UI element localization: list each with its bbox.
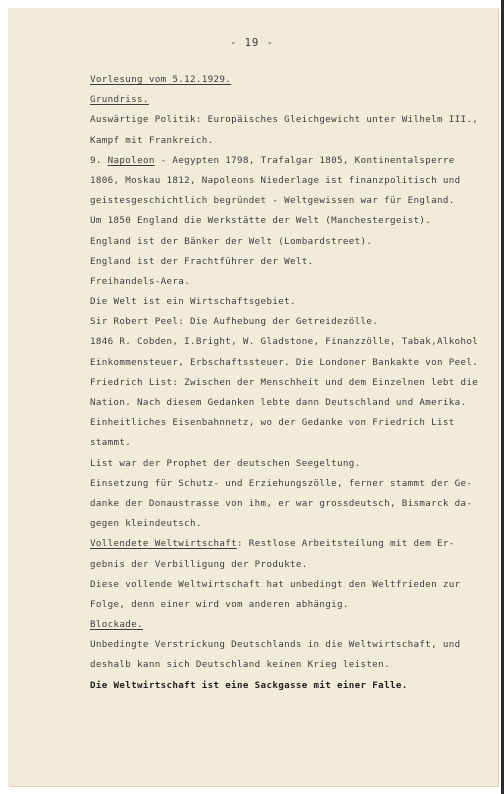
text-segment: : Restlose Arbeitsteilung mit dem Er- <box>237 538 455 550</box>
section-heading: Blockade. <box>90 619 143 631</box>
text-line: 1806, Moskau 1812, Napoleons Niederlage ist finanzpolitisch und <box>90 174 461 186</box>
text-line: List war der Prophet der deutschen Seegeltung. <box>90 457 361 469</box>
text-line: Friedrich List: Zwischen der Menschheit und dem Einzelnen lebt die <box>90 376 479 388</box>
underlined-term: Vollendete Weltwirtschaft <box>90 538 238 550</box>
page-number: - 19 - <box>230 37 274 49</box>
section-heading: Grundriss. <box>90 94 149 106</box>
text-line: Unbedingte Verstrickung Deutschlands in die Weltwirtschaft, und <box>90 639 461 651</box>
text-line: England ist der Frachtführer der Welt. <box>90 255 314 267</box>
text-line: gegen kleindeutsch. <box>90 518 202 530</box>
text-line: Um 1850 England die Werkstätte der Welt (Manchestergeist). <box>90 215 432 227</box>
text-line: Einsetzung für Schutz- und Erziehungszölle, ferner stammt der Ge- <box>90 477 473 489</box>
text-line: Freihandels-Aera. <box>90 275 190 287</box>
text-line: danke der Donaustrasse von ihm, er war grossdeutsch, Bismarck da- <box>90 497 473 509</box>
text-line: Die Welt ist ein Wirtschaftsgebiet. <box>90 296 296 308</box>
text-line: Diese vollende Weltwirtschaft hat unbedingt den Weltfrieden zur <box>90 578 461 590</box>
text-segment: 9. <box>90 154 108 166</box>
underlined-term: Napoleon <box>107 154 155 166</box>
text-line: Nation. Nach diesem Gedanken lebte dann Deutschland und Amerika. <box>90 397 467 408</box>
text-line: deshalb kann sich Deutschland keinen Krieg leisten. <box>90 659 390 671</box>
text-line <box>90 534 500 554</box>
text-segment: - Aegypten 1798, Trafalgar 1805, Kontinentalsperre <box>154 154 455 166</box>
text-line: gebnis der Verbilligung der Produkte. <box>90 558 308 570</box>
text-line: Folge, denn einer wird vom anderen abhängig. <box>90 598 349 610</box>
section-heading: Vorlesung vom 5.12.1929. <box>90 74 232 85</box>
concluding-line: Die Weltwirtschaft ist eine Sackgasse mit einer Falle. <box>90 679 408 691</box>
text-line: Einheitliches Eisenbahnnetz, wo der Gedanke von Friedrich List <box>90 417 455 429</box>
text-line: Kampf mit Frankreich. <box>90 134 214 146</box>
text-line: England ist der Bänker der Welt (Lombardstreet). <box>90 235 373 247</box>
text-line: 1846 R. Cobden, I.Bright, W. Gladstone, Finanzzölle, Tabak,Alkohol <box>90 336 479 348</box>
text-line: Einkommensteuer, Erbschaftssteuer. Die Londoner Bankakte von Peel. <box>90 356 479 368</box>
text-line: stammt. <box>90 437 132 449</box>
text-line: Auswärtige Politik: Europäisches Gleichgewicht unter Wilhelm III., <box>90 114 479 126</box>
text-line <box>90 151 500 171</box>
text-line: Sir Robert Peel: Die Aufhebung der Getreidezölle. <box>90 316 379 328</box>
text-line: geistesgeschichtlich begründet - Weltgewissen war für England. <box>90 195 455 207</box>
lecture-text <box>90 70 500 696</box>
